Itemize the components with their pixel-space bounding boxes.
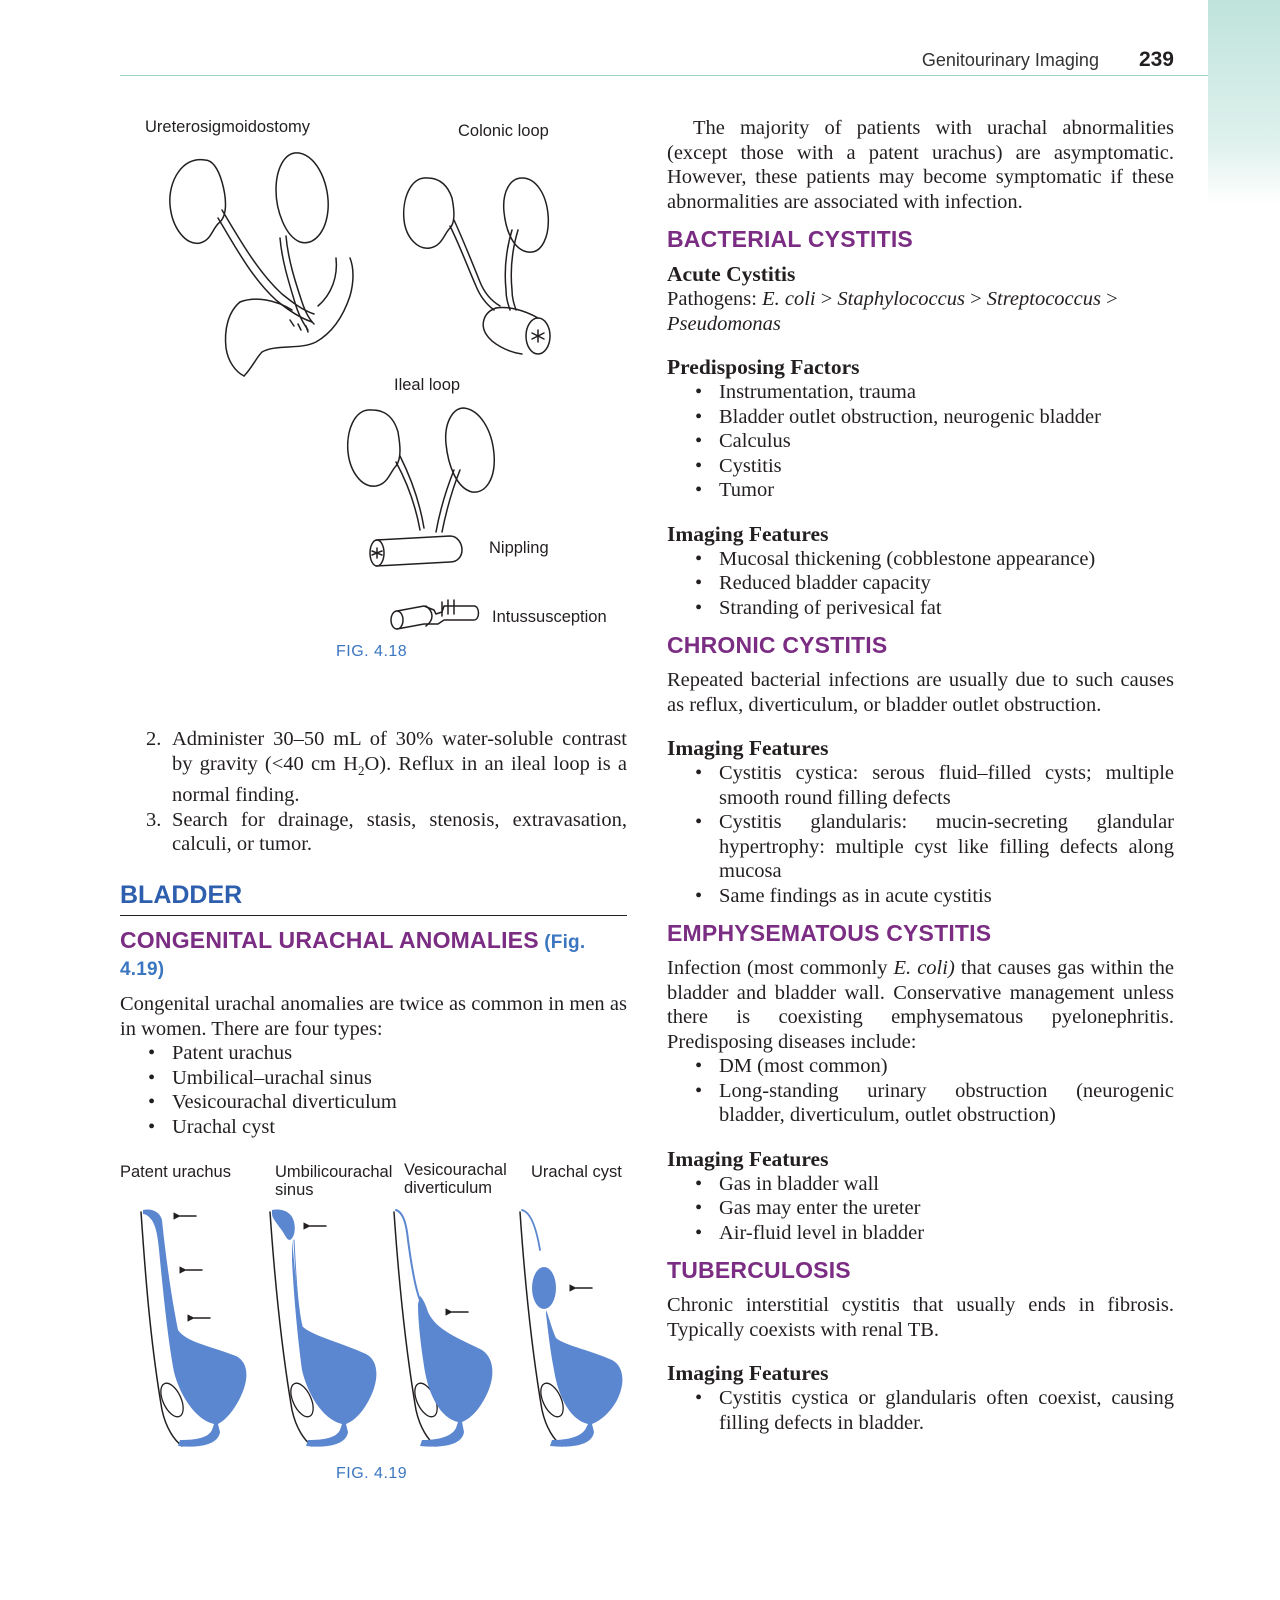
intussusception-illustration <box>391 600 479 629</box>
list-item: 3. Search for drainage, stasis, stenosis, extravasation, calculi, or tumor. <box>146 808 627 856</box>
list-item: • DM (most common) <box>695 1054 1174 1079</box>
label-vesicourachal-diverticulum-2: diverticulum <box>404 1179 493 1197</box>
emphysematous-cystitis-text: Infection (most commonly E. coli) that causes gas within the bladder and bladder wall. Conservative management unless there is coexisting emphysematous pyelonephritis. Predisposing diseases include: <box>667 957 1175 1053</box>
bladder-section <box>120 881 627 1139</box>
list-item: • Vesicourachal diverticulum <box>148 1090 627 1115</box>
urachal-cyst-illustration <box>520 1210 622 1447</box>
patent-urachus-illustration <box>141 1209 246 1446</box>
chapter-tab <box>1208 0 1280 205</box>
page-number: 239 <box>1138 48 1174 71</box>
tuberculosis-imaging-features-heading: Imaging Features <box>667 1361 829 1385</box>
acute-imaging-features-heading: Imaging Features <box>667 521 829 546</box>
label-umbilicourachal-sinus: Umbilicourachal <box>275 1163 393 1181</box>
chronic-cystitis-heading: CHRONIC CYSTITIS <box>667 632 888 658</box>
emphysematous-imaging-features-list <box>667 1172 1174 1246</box>
chronic-imaging-features-heading: Imaging Features <box>667 736 829 760</box>
figure-caption-4-19: FIG. 4.19 <box>336 1465 408 1482</box>
label-intussusception: Intussusception <box>492 608 607 626</box>
list-item: • Long-standing urinary obstruction (neurogenic bladder, diverticulum, outlet obstruction) <box>695 1079 1174 1128</box>
list-item: • Gas in bladder wall <box>695 1172 1174 1197</box>
chronic-imaging-features-list <box>667 761 1174 908</box>
list-item: • Cystitis cystica: serous fluid–filled cysts; multiple smooth round filling defects <box>695 761 1174 810</box>
vesicourachal-diverticulum-illustration <box>394 1210 492 1447</box>
list-item: • Reduced bladder capacity <box>695 571 1174 596</box>
list-item: • Same findings as in acute cystitis <box>695 884 1174 909</box>
list-item: • Mucosal thickening (cobblestone appearance) <box>695 547 1174 572</box>
urachal-heading: CONGENITAL URACHAL ANOMALIES (Fig. 4.19) <box>120 927 586 980</box>
running-head-title: Genitourinary Imaging <box>921 50 1099 70</box>
list-item: • Urachal cyst <box>148 1115 627 1140</box>
bladder-heading: BLADDER <box>120 881 243 909</box>
list-item: • Cystitis <box>695 454 1174 479</box>
urachal-symptoms-paragraph: The majority of patients with urachal abnormalities (except those with a patent urachus) are asymptomatic. However, these patients may become symptomatic if these abnormalities are associated with infection. <box>667 117 1174 213</box>
figure-caption-4-18: FIG. 4.18 <box>336 643 408 660</box>
tuberculosis-text: Chronic interstitial cystitis that usually ends in fibrosis. Typically coexists with renal TB. <box>667 1294 1174 1341</box>
label-vesicourachal-diverticulum: Vesicourachal <box>404 1161 507 1179</box>
bacterial-cystitis-heading: BACTERIAL CYSTITIS <box>667 226 913 252</box>
header-rule <box>120 75 1208 76</box>
list-item: • Gas may enter the ureter <box>695 1196 1174 1221</box>
tuberculosis-heading: TUBERCULOSIS <box>667 1257 851 1283</box>
list-item: • Calculus <box>695 429 1174 454</box>
label-colonic-loop: Colonic loop <box>458 122 549 140</box>
running-head <box>0 48 1174 72</box>
emphysematous-imaging-features-heading: Imaging Features <box>667 1146 829 1171</box>
emphysematous-cystitis-heading: EMPHYSEMATOUS CYSTITIS <box>667 920 992 946</box>
list-item: • Tumor <box>695 478 1174 503</box>
list-item: • Bladder outlet obstruction, neurogenic bladder <box>695 405 1174 430</box>
label-ileal-loop: Ileal loop <box>394 376 461 394</box>
list-item: 2. Administer 30–50 mL of 30% water-soluble contrast by gravity (<40 cm $H_2O$). Reflux in an ileal loop is a normal finding. <box>146 728 627 807</box>
acute-imaging-features-list <box>667 547 1174 621</box>
acute-cystitis-heading: Acute Cystitis <box>667 262 796 286</box>
ileal-loop-illustration <box>348 408 495 566</box>
label-umbilicourachal-sinus-2: sinus <box>275 1181 314 1199</box>
list-item: • Instrumentation, trauma <box>695 380 1174 405</box>
umbilicourachal-sinus-illustration <box>270 1210 376 1447</box>
urachal-intro: Congenital urachal anomalies are twice as common in men as in women. There are four types: <box>120 993 627 1040</box>
list-item: • Air-fluid level in bladder <box>695 1221 1174 1246</box>
predisposing-diseases-list <box>667 1054 1174 1128</box>
list-item: • Umbilical–urachal sinus <box>148 1066 627 1091</box>
urachal-types-list <box>120 1041 627 1139</box>
pathogens-text: Pathogens: E. coli > Staphylococcus > Streptococcus > Pseudomonas <box>667 288 1118 335</box>
procedure-steps <box>120 727 627 857</box>
label-urachal-cyst: Urachal cyst <box>531 1163 622 1181</box>
right-column <box>667 116 1174 1435</box>
label-ureterosigmoidostomy: Ureterosigmoidostomy <box>145 118 311 136</box>
figure-4-18-drawing <box>120 110 627 640</box>
list-item: • Patent urachus <box>148 1041 627 1066</box>
ureterosigmoidostomy-illustration <box>170 153 353 376</box>
tuberculosis-imaging-features-list <box>667 1386 1174 1435</box>
label-patent-urachus: Patent urachus <box>120 1163 231 1181</box>
list-item: • Stranding of perivesical fat <box>695 596 1174 621</box>
bladder-rule <box>120 915 627 916</box>
list-item: • Cystitis cystica or glandularis often coexist, causing filling defects in bladder. <box>695 1386 1174 1435</box>
figure-4-19-drawing <box>120 1195 640 1460</box>
predisposing-factors-list <box>667 380 1174 503</box>
predisposing-factors-heading: Predisposing Factors <box>667 355 860 379</box>
chronic-cystitis-text: Repeated bacterial infections are usually due to such causes as reflux, diverticulum, or bladder outlet obstruction. <box>667 669 1174 716</box>
list-item: • Cystitis glandularis: mucin-secreting glandular hypertrophy: multiple cyst like filling defects along mucosa <box>695 810 1174 884</box>
label-nippling: Nippling <box>489 539 549 557</box>
colonic-loop-illustration <box>404 178 550 354</box>
figure-4-19-link[interactable]: Fig. 4.19 <box>120 932 586 980</box>
